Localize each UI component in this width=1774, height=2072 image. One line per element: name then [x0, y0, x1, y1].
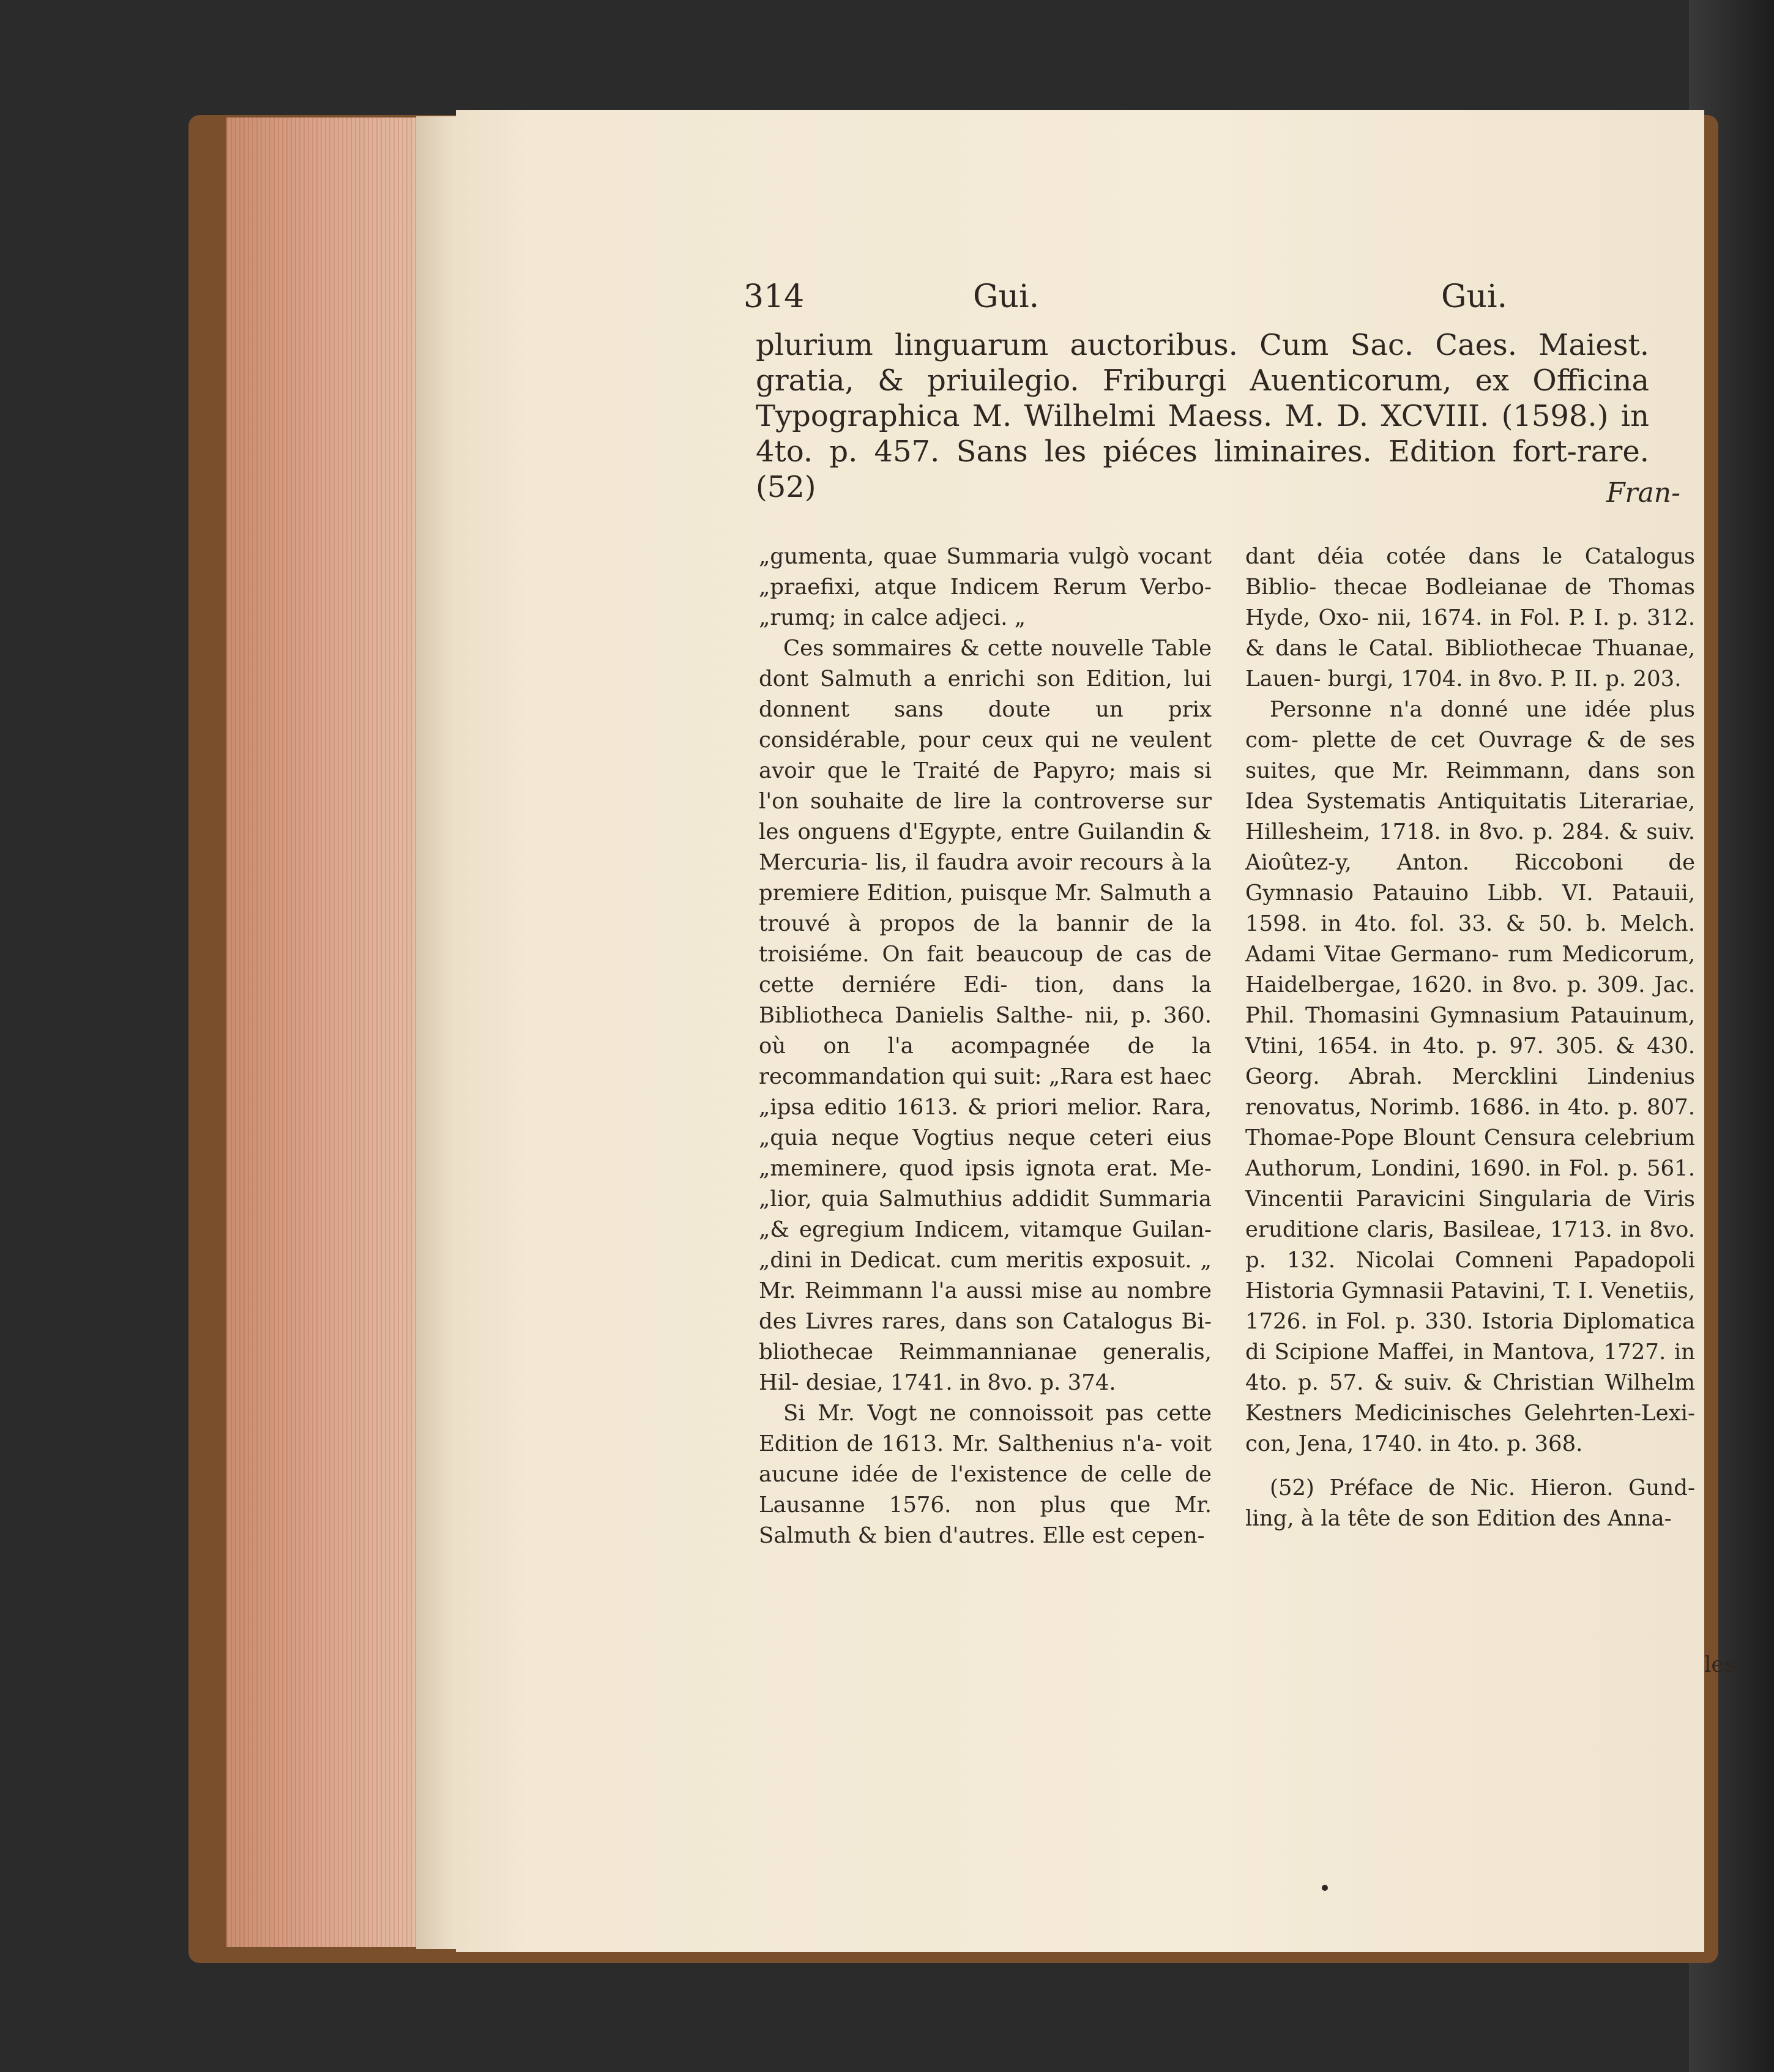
catchword: Fran- — [1606, 477, 1680, 509]
footnote: (52) Préface de Nic. Hieron. Gund- ling, à la tête de son Edition des Anna- — [1245, 1475, 1695, 1531]
running-head-left: Gui. — [973, 278, 1040, 315]
top-paragraph — [756, 327, 1649, 505]
ink-speck — [1322, 1885, 1328, 1891]
running-head-right: Gui. — [1441, 278, 1508, 315]
left-paragraph: „gumenta, quae Summaria vulgò vocant „praefixi, atque Indicem Rerum Verbo- „rumq; in calce adjeci. „ — [759, 544, 1212, 630]
page-gutter — [416, 116, 459, 1949]
left-paragraph: Si Mr. Vogt ne connoissoit pas cette Edition de 1613. Mr. Salthenius n'a- voit aucune idée de l'existence de celle de Lausanne 1576. non plus que Mr. Salmuth & bien d'autres. Elle est cepen- — [759, 1401, 1212, 1548]
right-paragraph: Personne n'a donné une idée plus com- plette de cet Ouvrage & de ses suites, que Mr. Reimmann, dans son Idea Systematis Antiquitatis Literariae, Hillesheim, 1718. in 8vo. p. 284. & suiv. Aioûtez-y, Anton. Riccoboni de Gymnasio Patauino Libb. VI. Patauii, 1598. in 4to. fol. 33. & 50. b. Melch. Adami Vitae Germano- rum Medicorum, Haidelbergae, 1620. in 8vo. p. 309. Jac. Phil. Thomasini Gymnasium Patauinum, Vtini, 1654. in 4to. p. 97. 305. & 430. Georg. Abrah. Mercklini Lindenius renovatus, Norimb. 1686. in 4to. p. 807. Thomae-Pope Blount Censura celebrium Authorum, Londini, 1690. in Fol. p. 561. Vincentii Paravicini Singularia de Viris eruditione claris, Basileae, 1713. in 8vo. p. 132. Nicolai Comneni Papadopoli Historia Gymnasii Patavini, T. I. Venetiis, 1726. in Fol. p. 330. Istoria Diplomatica di Scipione Maffei, in Mantova, 1727. in 4to. p. 57. & suiv. & Christian Wilhelm Kestners Medicinisches Gelehrten-Lexi- con, Jena, 1740. in 4to. p. 368. — [1245, 697, 1695, 1456]
page-number: 314 — [744, 278, 805, 315]
left-paragraph: Ces sommaires & cette nouvelle Table dont Salmuth a enrichi son Edition, lui donnent sans doute un prix considérable, pour ceux qui ne veulent avoir que le Traité de Papyro; mais si l'on souhaite de lire la controverse sur les onguens d'Egypte, entre Guilandin & Mercuria- lis, il faudra avoir recours à la premiere Edition, puisque Mr. Salmuth a trouvé à propos de la bannir de la troisiéme. On fait beaucoup de cas de cette derniére Edi- tion, dans la Bibliotheca Danielis Salthe- nii, p. 360. où on l'a acompagnée de la recommandation qui suit: „Rara est haec „ipsa editio 1613. & priori melior. Rara, „quia neque Vogtius neque ceteri eius „meminere, quod ipsis ignota erat. Me- „lior, quia Salmuthius addidit Summaria „& egregium Indicem, vitamque Guilan- „dini in Dedicat. cum meritis exposuit. „ Mr. Reimmann l'a aussi mise au nombre des Livres rares, dans son Catalogus Bi- bliothecae Reimmannianae generalis, Hil- desiae, 1741. in 8vo. p. 374. — [759, 636, 1212, 1395]
left-column — [759, 542, 1212, 1551]
book-page — [456, 110, 1735, 1952]
running-head — [456, 275, 1704, 324]
top-paragraph-text: plurium linguarum auctoribus. Cum Sac. Caes. Maiest. gratia, & priuilegio. Friburgi Auenticorum, ex Officina Typographica M. Wilhelmi Maess. M. D. XCVIII. (1598.) in 4to. p. 457. Sans les piéces liminaires. Edition fort-rare. (52) — [756, 328, 1649, 504]
column-catchword: les — [1704, 1652, 1735, 1677]
right-column — [1245, 542, 1695, 1534]
right-paragraph: dant déia cotée dans le Catalogus Biblio- thecae Bodleianae de Thomas Hyde, Oxo- nii, 1674. in Fol. P. I. p. 312. & dans le Catal. Bibliothecae Thuanae, Lauen- burgi, 1704. in 8vo. P. II. p. 203. — [1245, 544, 1695, 691]
